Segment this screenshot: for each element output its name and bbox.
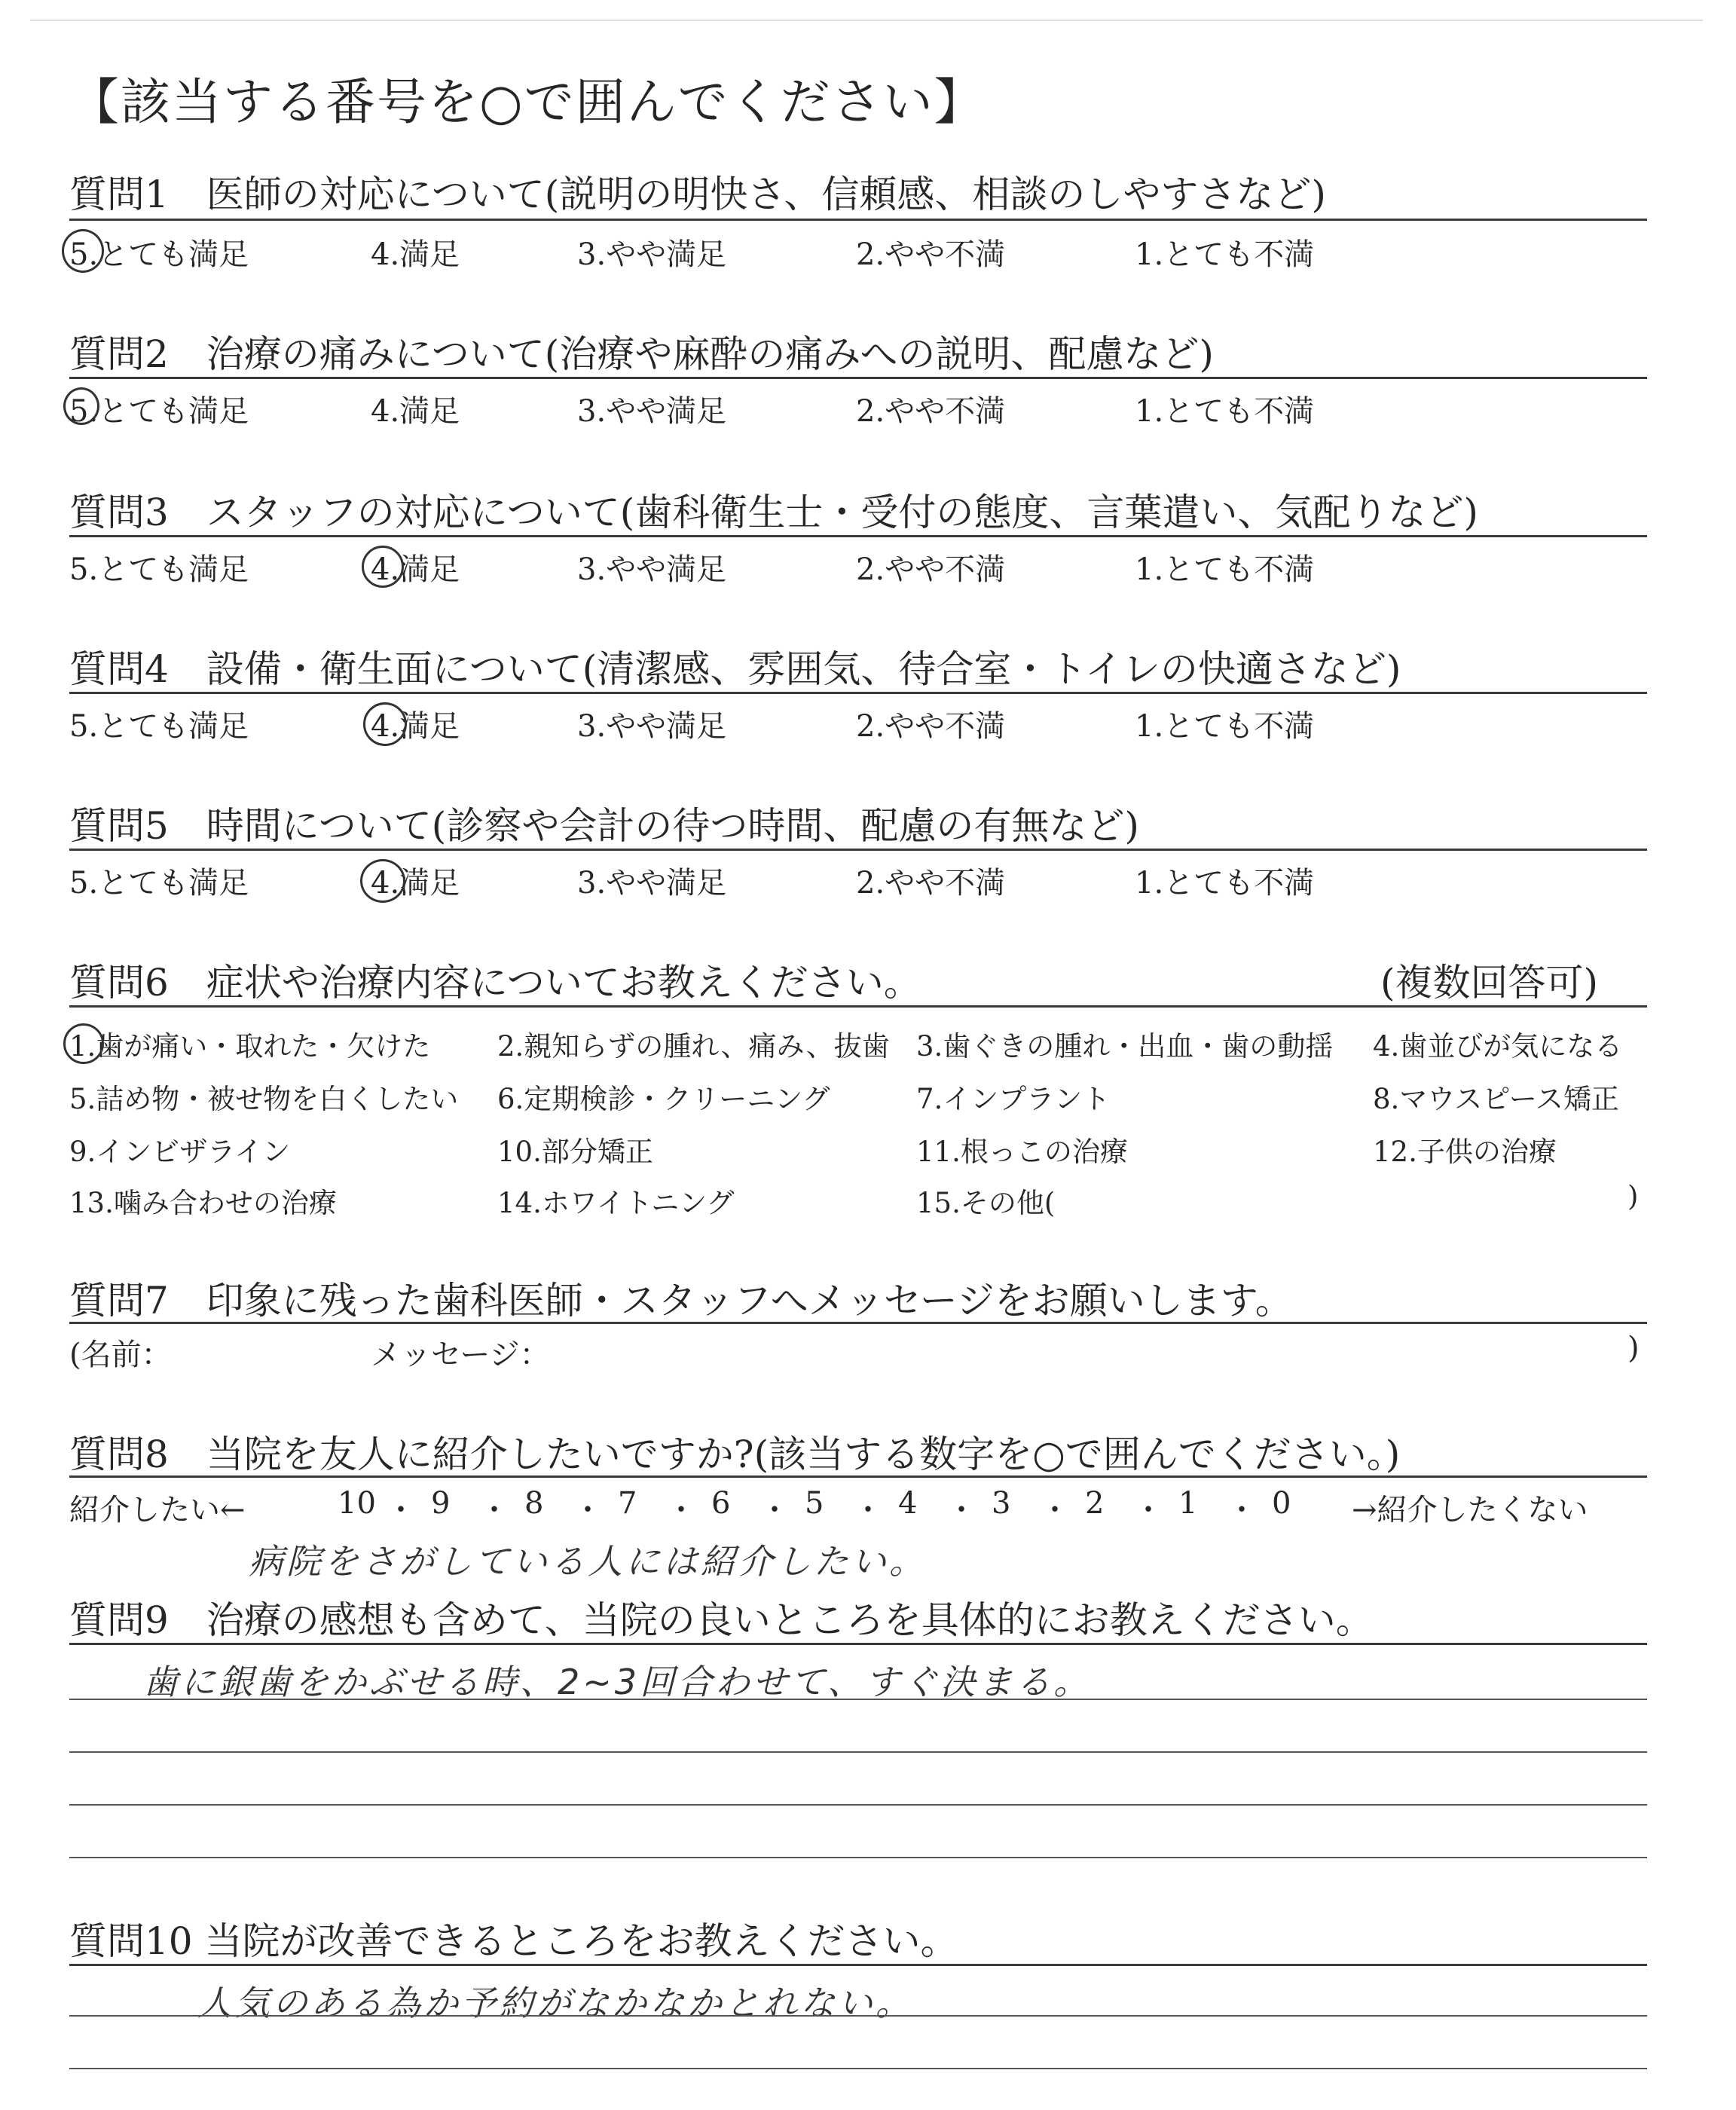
q3-rule [69, 535, 1647, 537]
q2-option-4[interactable]: 4.満足 [371, 394, 460, 429]
q6-option-13[interactable]: 13.噛み合わせの治療 [69, 1187, 337, 1219]
q5-heading: 質問5 時間について(診察や会計の待つ時間、配慮の有無など) [69, 804, 1139, 848]
q6-multiple-note: (複数回答可) [1380, 961, 1599, 1005]
q8-left-label: 紹介したい← [69, 1493, 246, 1527]
q5-selection-circle [360, 859, 405, 903]
q8-scale-1[interactable]: 1 [1178, 1486, 1198, 1521]
q6-option-11[interactable]: 11.根っこの治療 [916, 1136, 1128, 1168]
q4-option-3[interactable]: 3.やや満足 [577, 709, 727, 744]
q2-rule [69, 377, 1647, 379]
q8-scale-separator: ・ [1040, 1493, 1070, 1527]
q7-rule [69, 1322, 1647, 1324]
q6-option-10[interactable]: 10.部分矯正 [497, 1136, 653, 1168]
q4-rule [69, 692, 1647, 694]
q6-option-1[interactable]: 1.歯が痛い・取れた・欠けた [69, 1030, 431, 1063]
q4-option-1[interactable]: 1.とても不満 [1135, 709, 1315, 744]
q7-message-label: メッセージ： [371, 1338, 550, 1372]
scan-edge-line [30, 20, 1703, 21]
q4-selection-circle [363, 702, 407, 746]
q4-option-2[interactable]: 2.やや不満 [856, 709, 1006, 744]
q3-selection-circle [362, 546, 404, 588]
q8-scale-separator: ・ [1227, 1493, 1257, 1527]
q8-scale-8[interactable]: 8 [524, 1486, 544, 1521]
q9-heading: 質問9 治療の感想も含めて、当院の良いところを具体的にお教えください。 [69, 1598, 1374, 1642]
q5-option-4[interactable]: 4.満足 [371, 866, 460, 901]
q9-rule [69, 1643, 1647, 1645]
q8-scale-separator: ・ [479, 1493, 509, 1527]
q8-scale-9[interactable]: 9 [431, 1486, 451, 1521]
q6-selection-circle [63, 1023, 104, 1064]
q10-heading: 質問10 当院が改善できるところをお教えください。 [69, 1919, 958, 1963]
q8-scale-0[interactable]: 0 [1272, 1486, 1291, 1521]
q4-heading: 質問4 設備・衛生面について(清潔感、雰囲気、待合室・トイレの快適さなど) [69, 647, 1401, 691]
q2-option-1[interactable]: 1.とても不満 [1135, 394, 1315, 429]
q10-answer-line-2 [69, 2068, 1647, 2069]
q1-option-2[interactable]: 2.やや不満 [856, 237, 1006, 272]
q6-option-2[interactable]: 2.親知らずの腫れ、痛み、抜歯 [497, 1030, 890, 1063]
q6-option-5[interactable]: 5.詰め物・被せ物を白くしたい [69, 1083, 459, 1115]
q8-handwritten-answer: 病院をさがしている人には紹介したい。 [249, 1541, 927, 1582]
q6-option-9[interactable]: 9.インビザライン [69, 1136, 291, 1168]
q9-answer-line-3 [69, 1804, 1647, 1806]
q6-option-8[interactable]: 8.マウスピース矯正 [1373, 1083, 1619, 1115]
q9-answer-line-2 [69, 1751, 1647, 1753]
q8-right-label: →紹介したくない [1352, 1493, 1588, 1527]
q1-selection-circle [62, 229, 104, 273]
q4-option-5[interactable]: 5.とても満足 [69, 709, 249, 744]
q2-option-3[interactable]: 3.やや満足 [577, 394, 727, 429]
q1-option-3[interactable]: 3.やや満足 [577, 237, 727, 272]
q1-rule [69, 219, 1647, 221]
q10-handwritten-answer: 人気のある為か予約がなかなかとれない。 [197, 1983, 913, 2023]
q3-option-1[interactable]: 1.とても不満 [1135, 552, 1315, 587]
q8-scale-separator: ・ [946, 1493, 976, 1527]
q8-scale-2[interactable]: 2 [1085, 1486, 1105, 1521]
q6-rule [69, 1005, 1647, 1008]
q3-option-4[interactable]: 4.満足 [371, 552, 460, 587]
q8-scale-10[interactable]: 10 [338, 1486, 376, 1521]
q10-answer-line-1 [69, 2015, 1647, 2017]
q5-option-2[interactable]: 2.やや不満 [856, 866, 1006, 901]
q3-option-5[interactable]: 5.とても満足 [69, 552, 249, 587]
q8-scale-5[interactable]: 5 [805, 1486, 824, 1521]
q2-option-2[interactable]: 2.やや不満 [856, 394, 1006, 429]
q1-option-5[interactable]: 5.とても満足 [69, 237, 249, 272]
q8-scale-separator: ・ [386, 1493, 416, 1527]
q5-option-1[interactable]: 1.とても不満 [1135, 866, 1315, 901]
q8-scale-7[interactable]: 7 [618, 1486, 637, 1521]
q1-option-1[interactable]: 1.とても不満 [1135, 237, 1315, 272]
q5-option-3[interactable]: 3.やや満足 [577, 866, 727, 901]
page-title: 【該当する番号を○で囲んでください】 [69, 73, 986, 131]
q5-rule [69, 849, 1647, 851]
q2-option-5[interactable]: 5.とても満足 [69, 394, 249, 429]
q1-heading: 質問1 医師の対応について(説明の明快さ、信頼感、相談のしやすさなど) [69, 173, 1326, 216]
q1-option-4[interactable]: 4.満足 [371, 237, 460, 272]
q3-option-2[interactable]: 2.やや不満 [856, 552, 1006, 587]
q6-option-14[interactable]: 14.ホワイトニング [497, 1187, 735, 1219]
q7-name-label: (名前： [69, 1338, 172, 1372]
q3-option-3[interactable]: 3.やや満足 [577, 552, 727, 587]
q4-option-4[interactable]: 4.満足 [371, 709, 460, 744]
q5-option-5[interactable]: 5.とても満足 [69, 866, 249, 901]
q6-other-close-paren: ) [1628, 1180, 1639, 1212]
q7-heading: 質問7 印象に残った歯科医師・スタッフへメッセージをお願いします。 [69, 1279, 1293, 1323]
q6-option-3[interactable]: 3.歯ぐきの腫れ・出血・歯の動揺 [916, 1030, 1334, 1063]
q8-scale-3[interactable]: 3 [992, 1486, 1011, 1521]
q8-scale-separator: ・ [853, 1493, 883, 1527]
q8-scale-separator: ・ [760, 1493, 790, 1527]
q9-handwritten-answer: 歯に銀歯をかぶせる時、2~3回合わせて、すぐ決まる。 [143, 1662, 1092, 1702]
q8-scale-4[interactable]: 4 [898, 1486, 918, 1521]
q8-rule [69, 1475, 1647, 1478]
q6-option-15[interactable]: 15.その他( [916, 1187, 1056, 1219]
q9-answer-line-1 [69, 1699, 1647, 1700]
q2-selection-circle [63, 387, 99, 425]
q8-heading: 質問8 当院を友人に紹介したいですか?(該当する数字を○で囲んでください。) [69, 1433, 1401, 1476]
q8-scale-separator: ・ [666, 1493, 696, 1527]
q6-option-12[interactable]: 12.子供の治療 [1373, 1136, 1557, 1168]
q9-answer-line-4 [69, 1857, 1647, 1858]
q3-heading: 質問3 スタッフの対応について(歯科衛生士・受付の態度、言葉遣い、気配りなど) [69, 491, 1478, 534]
q6-option-6[interactable]: 6.定期検診・クリーニング [497, 1083, 830, 1115]
q8-scale-separator: ・ [1133, 1493, 1163, 1527]
q8-scale-6[interactable]: 6 [711, 1486, 731, 1521]
q6-heading: 質問6 症状や治療内容についてお教えください。 [69, 961, 921, 1005]
q10-rule [69, 1964, 1647, 1966]
q6-option-7[interactable]: 7.インプラント [916, 1083, 1111, 1115]
q6-option-4[interactable]: 4.歯並びが気になる [1373, 1030, 1623, 1063]
q7-close-paren: ) [1628, 1331, 1640, 1365]
q2-heading: 質問2 治療の痛みについて(治療や麻酔の痛みへの説明、配慮など) [69, 332, 1214, 376]
q8-scale-separator: ・ [573, 1493, 603, 1527]
